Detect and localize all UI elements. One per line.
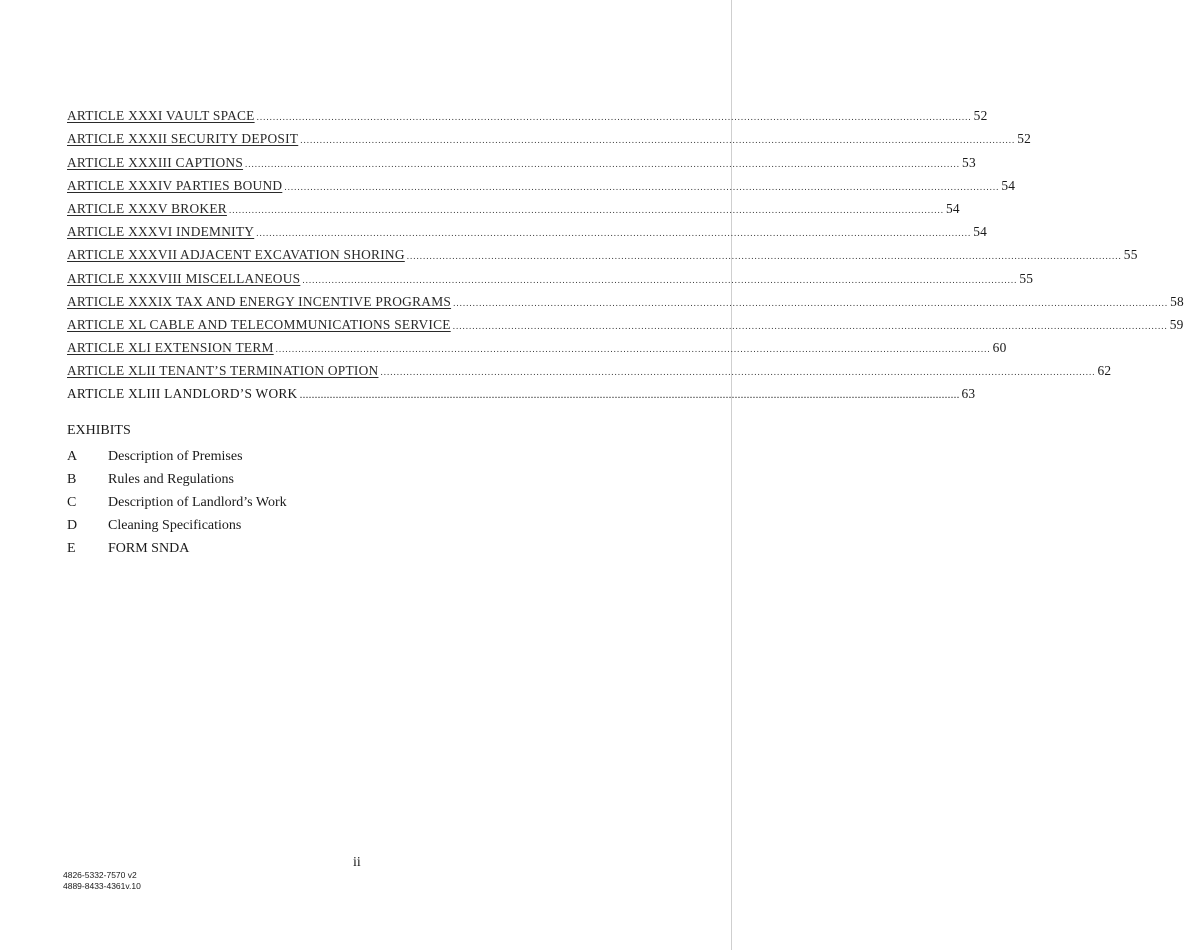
document-id: 4826-5332-7570 v2 bbox=[63, 870, 137, 880]
exhibit-letter: E bbox=[67, 540, 76, 556]
toc-entry[interactable] bbox=[67, 287, 1184, 310]
toc-entry-page: 62 bbox=[1097, 363, 1112, 379]
toc-entry[interactable] bbox=[67, 263, 1034, 286]
toc-leader-dots: ............................................................................................................................................................................................................................ bbox=[300, 135, 1016, 146]
toc-leader-dots: ............................................................................................................................................................................................................................ bbox=[302, 274, 1018, 285]
toc-entry-page: 54 bbox=[945, 200, 960, 216]
toc-entry[interactable] bbox=[67, 310, 1184, 333]
exhibit-item bbox=[67, 537, 287, 560]
toc-entry-label: ARTICLE XXXI VAULT SPACE bbox=[67, 108, 255, 124]
toc-entry[interactable] bbox=[67, 240, 1138, 263]
toc-entry-page: 58 bbox=[1170, 293, 1184, 309]
exhibit-letter: C bbox=[67, 494, 77, 510]
exhibit-letter: D bbox=[67, 517, 78, 533]
exhibits-heading: EXHIBITS bbox=[67, 423, 131, 438]
toc-entry-label: ARTICLE XXXIX TAX AND ENERGY INCENTIVE PROGRAMS bbox=[67, 293, 452, 309]
toc-leader-dots: ............................................................................................................................................................................................................................ bbox=[452, 320, 1168, 331]
toc-leader-dots: ............................................................................................................................................................................................................................ bbox=[284, 181, 1000, 192]
toc-entry-page: 52 bbox=[973, 108, 988, 124]
page-number: ii bbox=[353, 855, 361, 870]
toc-leader-dots: ............................................................................................................................................................................................................................ bbox=[299, 387, 960, 402]
table-of-contents bbox=[67, 101, 1184, 402]
toc-entry-label: ARTICLE XXXVI INDEMNITY bbox=[67, 224, 255, 240]
toc-leader-dots: ............................................................................................................................................................................................................................ bbox=[380, 367, 1096, 378]
exhibit-item bbox=[67, 491, 287, 514]
exhibit-letter: A bbox=[67, 448, 78, 464]
exhibit-title: Description of Premises bbox=[108, 448, 243, 464]
exhibit-title: Rules and Regulations bbox=[108, 471, 234, 487]
exhibit-title: Description of Landlord’s Work bbox=[108, 494, 287, 510]
toc-entry-page: 63 bbox=[961, 386, 976, 402]
exhibit-title: FORM SNDA bbox=[108, 540, 190, 556]
document-id-footer bbox=[63, 870, 141, 892]
toc-entry[interactable] bbox=[67, 356, 1112, 379]
toc-entry-page: 59 bbox=[1169, 316, 1184, 332]
toc-entry-label: ARTICLE XXXVII ADJACENT EXCAVATION SHORING bbox=[67, 247, 405, 263]
toc-entry-label: ARTICLE XLI EXTENSION TERM bbox=[67, 340, 274, 356]
toc-leader-dots: ............................................................................................................................................................................................................................ bbox=[406, 251, 1122, 262]
toc-entry[interactable] bbox=[67, 333, 1007, 356]
toc-entry-label: ARTICLE XXXV BROKER bbox=[67, 200, 227, 216]
toc-entry[interactable] bbox=[67, 194, 960, 217]
toc-entry-page: 55 bbox=[1019, 270, 1034, 286]
toc-entry-page: 54 bbox=[973, 224, 988, 240]
toc-entry-label: ARTICLE XXXII SECURITY DEPOSIT bbox=[67, 131, 299, 147]
toc-entry-label: ARTICLE XL CABLE AND TELECOMMUNICATIONS SERVICE bbox=[67, 316, 451, 332]
toc-leader-dots: ............................................................................................................................................................................................................................ bbox=[256, 112, 972, 123]
toc-entry-page: 54 bbox=[1001, 177, 1016, 193]
exhibit-item bbox=[67, 468, 287, 491]
toc-entry-label: ARTICLE XXXVIII MISCELLANEOUS bbox=[67, 270, 301, 286]
toc-entry bbox=[67, 379, 976, 402]
toc-entry-label: ARTICLE XLIII LANDLORD’S WORK bbox=[67, 386, 298, 402]
exhibit-item bbox=[67, 445, 287, 468]
toc-leader-dots: ............................................................................................................................................................................................................................ bbox=[256, 228, 972, 239]
exhibit-letter: B bbox=[67, 471, 77, 487]
toc-leader-dots: ............................................................................................................................................................................................................................ bbox=[228, 204, 944, 215]
document-id: 4889-8433-4361v.10 bbox=[63, 881, 141, 891]
toc-entry-page: 52 bbox=[1017, 131, 1032, 147]
exhibits-list bbox=[67, 445, 287, 560]
toc-entry[interactable] bbox=[67, 101, 988, 124]
toc-leader-dots: ............................................................................................................................................................................................................................ bbox=[453, 297, 1169, 308]
toc-entry-label: ARTICLE XXXIII CAPTIONS bbox=[67, 154, 244, 170]
exhibit-item bbox=[67, 514, 287, 537]
toc-entry[interactable] bbox=[67, 171, 1016, 194]
toc-entry-page: 60 bbox=[992, 340, 1007, 356]
toc-entry[interactable] bbox=[67, 124, 1032, 147]
toc-leader-dots: ............................................................................................................................................................................................................................ bbox=[245, 158, 961, 169]
toc-entry[interactable] bbox=[67, 147, 976, 170]
toc-entry-page: 55 bbox=[1123, 247, 1138, 263]
toc-entry-page: 53 bbox=[962, 154, 976, 170]
toc-leader-dots: ............................................................................................................................................................................................................................ bbox=[275, 344, 991, 355]
toc-entry-label: ARTICLE XXXIV PARTIES BOUND bbox=[67, 177, 283, 193]
toc-entry-label: ARTICLE XLII TENANT’S TERMINATION OPTION bbox=[67, 363, 379, 379]
exhibit-title: Cleaning Specifications bbox=[108, 517, 242, 533]
toc-entry[interactable] bbox=[67, 217, 988, 240]
